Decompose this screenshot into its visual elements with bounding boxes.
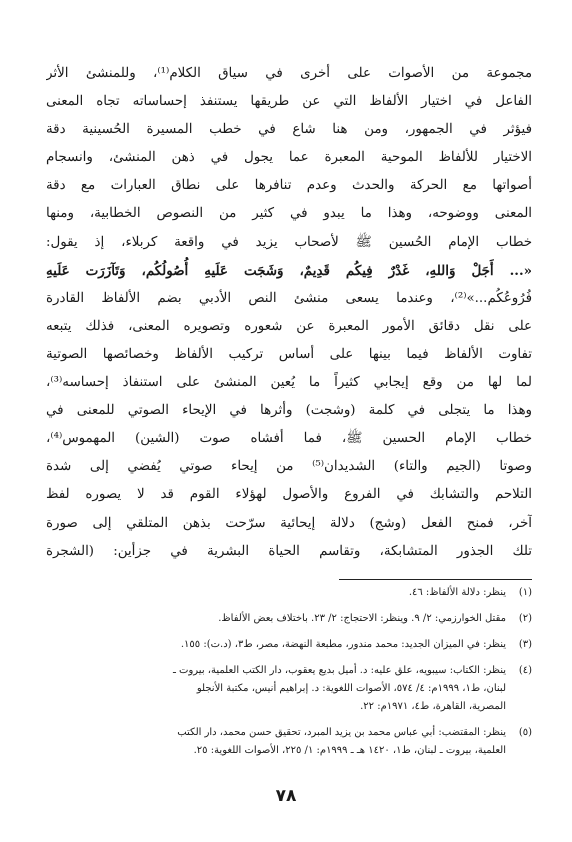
text-line: وهذا ما يتجلى في كلمة (وشجت) وأثرها في الإيحاء الصوتي للمعنى في bbox=[46, 403, 532, 419]
text-line: المعنى ووضوحه، وهذا ما يبدو في كثير من النصوص الخطابية، ومنها bbox=[46, 206, 532, 222]
footnote-divider bbox=[339, 579, 532, 580]
footnote-number: (٥) bbox=[518, 727, 532, 738]
text-line: الاختيار للألفاظ الموحية المعبرة عما يجول في ذهن المنشئ، وانسجام bbox=[46, 150, 532, 166]
quote-line: «... أَجَلْ وَاللهِ، غَدْرٌ فِيكُم قَدِيمٌ، وَشَجَت عَلَيهِ أُصُولُكُم، وَتَآزَرَت عَلَيهِ bbox=[46, 262, 532, 279]
footnote-number: (٢) bbox=[518, 613, 532, 624]
text-line: خطاب الإمام الحُسين ﷺ لأصحاب يزيد في واقعة كربلاء، إذ يقول: bbox=[46, 234, 532, 250]
footnote-item bbox=[40, 584, 532, 602]
footnote-line: لبنان، ط١، ١٩٩٩م: ٤/ ٥٧٤، الأصوات اللغوية: د. إبراهيم أنيس، مكتبة الأنجلو bbox=[196, 683, 506, 694]
footnote-line: المصرية، القاهرة، ط٤، ١٩٧١م: ٢٢. bbox=[360, 701, 506, 712]
text-line: وصوتا (الجيم والتاء) الشديدان⁽⁵⁾ من إيحاء صوتي يُفضي إلى شدة bbox=[46, 459, 532, 475]
text-line: آخر، فمنح الفعل (وشج) دلالة إيحائية سرّحت بذهن المتلقي إلى صورة bbox=[46, 515, 532, 531]
footnote-line: ينظر: في الميزان الجديد: محمد مندور، مطبعة النهضة، مصر، ط٣، (د.ت): ١٥٥. bbox=[180, 639, 506, 650]
text-line: فُرُوعُكُم...»⁽²⁾، وعندما يسعى منشئ النص الأدبي بضم الألفاظ القادرة bbox=[46, 290, 532, 306]
page-number: ٧٨ bbox=[275, 786, 297, 806]
text-line: التلاحم والتشابك في الفروع والأصول لهؤلاء القوم قد لا يصوره لفظ bbox=[46, 487, 532, 503]
footnote-item bbox=[40, 662, 532, 716]
text-line: خطاب الإمام الحسين ﷺ، فما أفشاه صوت (الشين) المهموس⁽⁴⁾، bbox=[46, 431, 532, 447]
text-line: أصواتها مع الحركة والحدث وعدم تنافرها على نطاق العبارات مع دقة bbox=[46, 178, 532, 194]
footnote-number: (١) bbox=[518, 587, 532, 598]
footnote-line: ينظر: دلالة الألفاظ: ٤٦. bbox=[408, 587, 506, 598]
text-line: على نقل دقائق الأمور المعبرة عن شعوره وتصويره المعنى، فذلك يتبعه bbox=[46, 318, 532, 334]
text-line: لما لها من وقع إيجابي كثيراً ما يُعين المنشئ على استنفاذ إحساسه⁽³⁾، bbox=[46, 375, 532, 391]
footnote-item bbox=[40, 610, 532, 628]
footnote-text bbox=[40, 610, 506, 628]
text-line: فيؤثر في الجمهور، ومن هنا شاع في خطب المسيرة الحُسينية دقة bbox=[46, 122, 532, 138]
footnote-line: ينظر: الكتاب: سيبويه، علق عليه: د. أميل بديع يعقوب، دار الكتب العلمية، بيروت ـ bbox=[172, 665, 506, 676]
footnote-line: مقتل الخوارزمي: ٢/ ٩. وينظر: الاحتجاج: ٢/ ٢٣. باختلاف بعض الألفاظ. bbox=[218, 613, 506, 624]
text-line: مجموعة من الأصوات على أخرى في سياق الكلام⁽¹⁾، وللمنشئ الأثر bbox=[46, 66, 532, 81]
footnote-text bbox=[40, 662, 506, 716]
footnote-number: (٤) bbox=[518, 665, 532, 676]
footnote-number: (٣) bbox=[518, 639, 532, 650]
text-line: الفاعل في اختيار الألفاظ التي عن طريقها يستنفذ إحساساته تجاه المعنى bbox=[46, 94, 532, 110]
main-text bbox=[46, 60, 532, 566]
footnote-text bbox=[40, 584, 506, 602]
footnote-text bbox=[40, 724, 506, 760]
footnote-line: العلمية، بيروت ـ لبنان، ط١، ١٤٢٠ هـ ـ ١٩٩٩م: ١/ ٢٢٥، الأصوات اللغوية: ٢٥. bbox=[193, 745, 506, 756]
footnote-item bbox=[40, 724, 532, 760]
footnotes bbox=[40, 584, 532, 768]
footnote-line: ينظر: المقتضب: أبي عباس محمد بن يزيد المبرد، تحقيق حسن محمد، دار الكتب bbox=[177, 727, 506, 738]
footnote-item bbox=[40, 636, 532, 654]
text-line: تفاوت الألفاظ فيما بينها على أساس تركيب الألفاظ وخصائصها الصوتية bbox=[46, 346, 532, 362]
text-line: تلك الجذور المتشابكة، وتقاسم الحياة البشرية في جزأين: (الشجرة bbox=[46, 543, 532, 559]
footnote-text bbox=[40, 636, 506, 654]
